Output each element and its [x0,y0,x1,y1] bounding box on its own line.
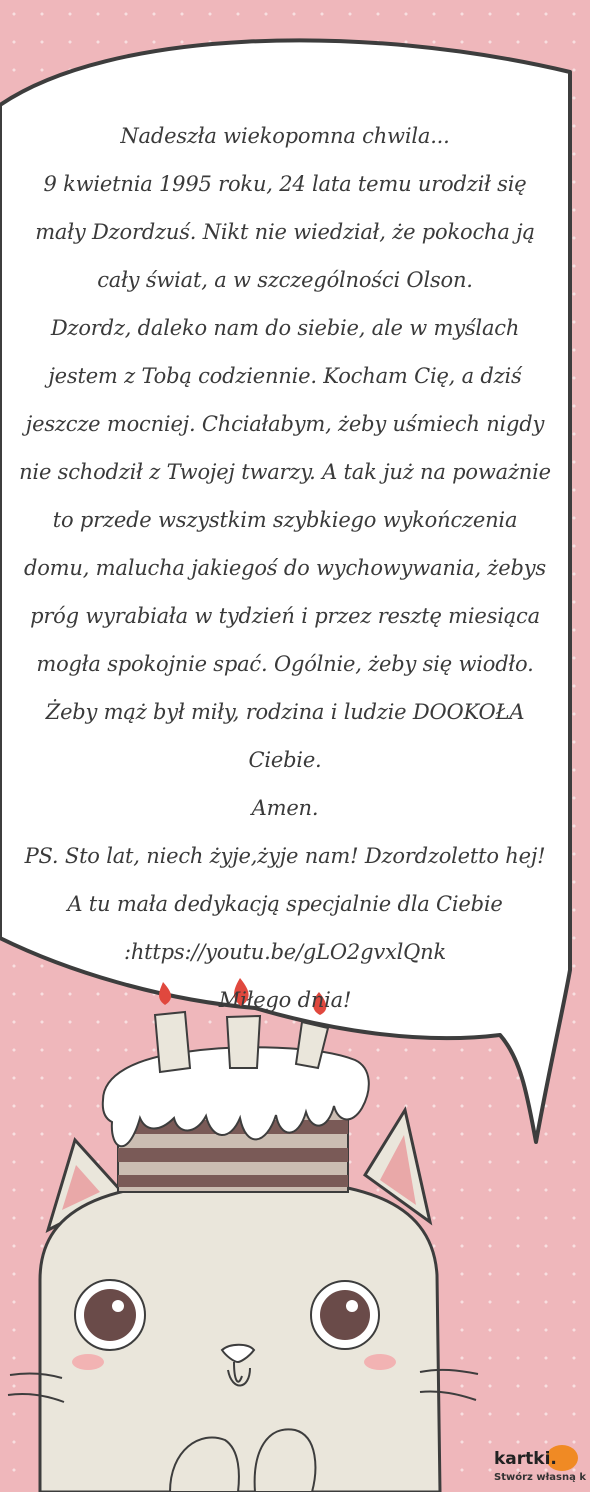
message-paragraph: 9 kwietnia 1995 roku, 24 lata temu urodził się mały Dzordzuś. Nikt nie wiedział, że pokocha ją cały świat, a w szczególności Olson. [35,172,535,292]
brand-tagline: Stwórz własną k [494,1472,586,1483]
message-paragraph: PS. Sto lat, niech żyje,żyje nam! Dzordzoletto hej! A tu mała dedykacją specjalnie dla Ciebie :https://youtu.be/gLO2gvxlQnk [24,844,546,964]
cake-stripe [118,1175,348,1187]
cake-stripe [118,1148,348,1162]
message-paragraph: Amen. [251,796,319,820]
brand-logo[interactable] [480,1438,590,1492]
greeting-message [18,112,552,1024]
brand-name: kartki. [494,1449,557,1469]
cat-left-cheek [72,1354,104,1370]
message-paragraph: Dzordz, daleko nam do siebie, ale w myślach jestem z Tobą codziennie. Kocham Cię, a dziś jeszcze mocniej. Chciałabym, żeby uśmiech nigdy nie schodził z Twojej twarzy. A tak już na poważnie to przede wszystkim szybkiego wykończenia domu, malucha jakiegoś do wychowywania, żebys próg wyrabiała w tydzień i przez resztę miesiąca mogła spokojnie spać. Ogólnie, żeby się wiodło. Żeby mąż był miły, rodzina i ludzie DOOKOŁA Ciebie. [19,316,551,772]
message-title: Nadeszła wiekopomna chwila... [120,124,450,148]
cat-right-cheek [364,1354,396,1370]
cat-left-eye [75,1280,145,1350]
message-paragraph: Miłego dnia! [218,988,352,1012]
cat-right-eye [311,1281,379,1349]
